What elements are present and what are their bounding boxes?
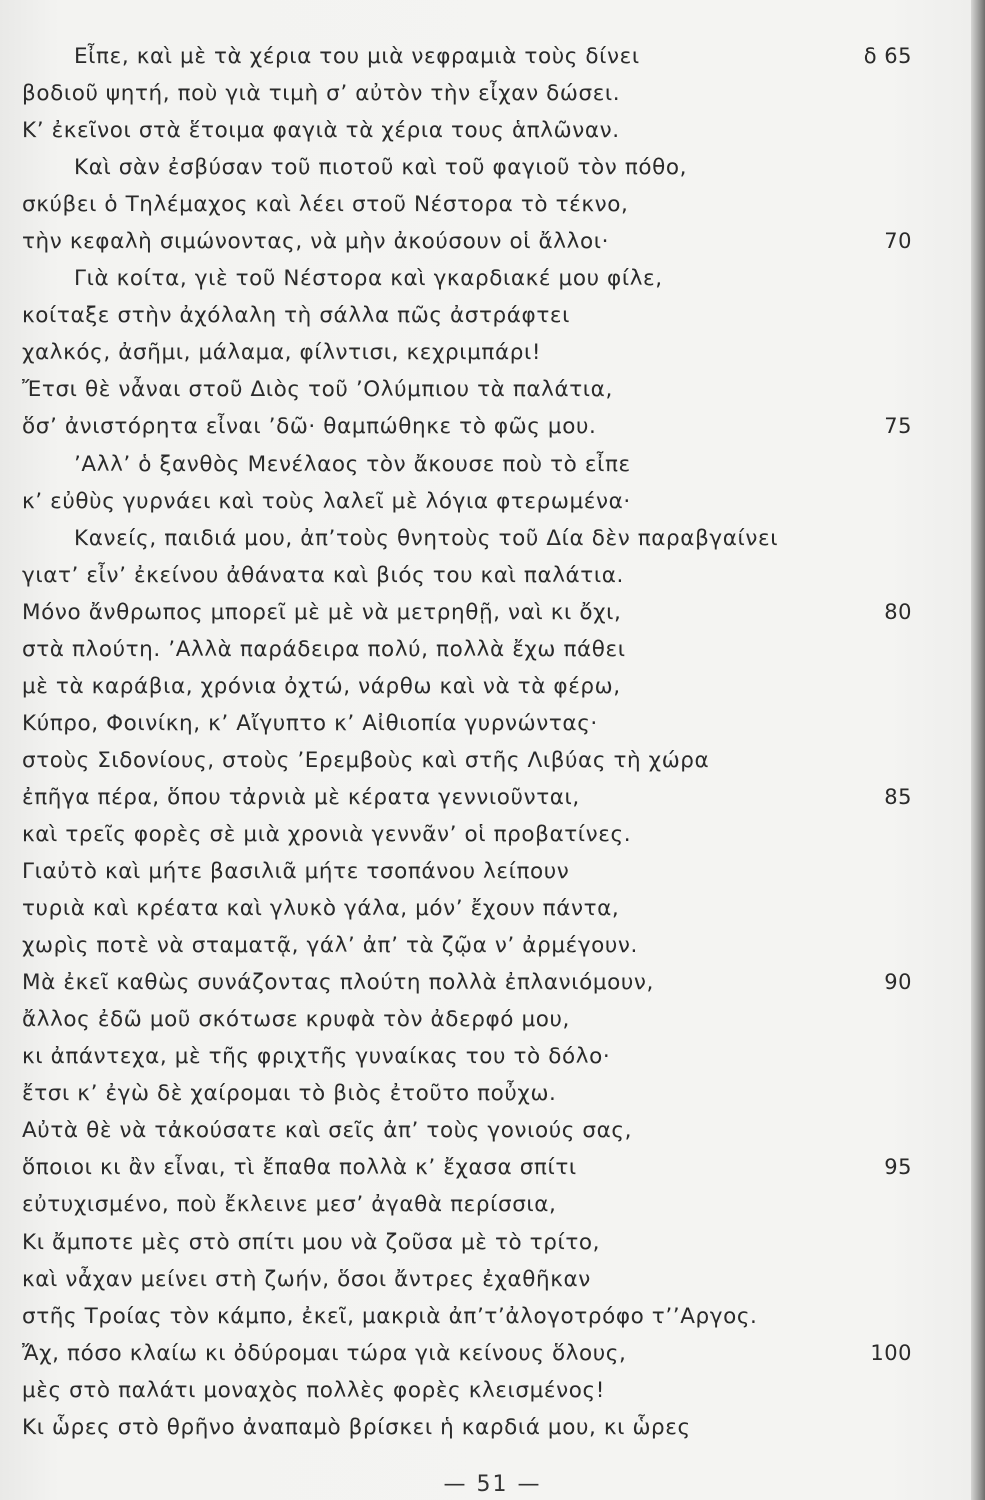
verse-line — [22, 1038, 912, 1075]
verse-text: στοὺς Σιδονίους, στοὺς ’Ερεμβοὺς καὶ στῆς Λιβύας τὴ χώρα — [22, 747, 710, 773]
verse-line — [22, 1186, 912, 1223]
verse-text: εὐτυχισμένο, ποὺ ἔκλεινε μεσ’ ἀγαθὰ περίσσια, — [22, 1192, 557, 1218]
verse-line — [22, 520, 912, 557]
verse-line — [22, 446, 912, 483]
line-number: 90 — [884, 970, 912, 995]
verse-text: ἄλλος ἐδῶ μοῦ σκότωσε κρυφὰ τὸν ἀδερφό μου, — [22, 1007, 570, 1033]
verse-text: ὅποιοι κι ἂν εἶναι, τὶ ἔπαθα πολλὰ κ’ ἔχασα σπίτι — [22, 1155, 577, 1181]
verse-line — [22, 408, 912, 445]
verse-text: στὰ πλούτη. ’Αλλὰ παράδειρα πολύ, πολλὰ ἔχω πάθει — [22, 636, 626, 662]
verse-line — [22, 112, 912, 149]
line-number: 70 — [884, 229, 912, 254]
verse-text: σκύβει ὁ Τηλέμαχος καὶ λέει στοῦ Νέστορα τὸ τέκνο, — [22, 192, 629, 218]
verse-text: Μόνο ἄνθρωπος μπορεῖ μὲ μὲ νὰ μετρηθῇ, ναὶ κι ὄχι, — [22, 599, 622, 625]
verse-line — [22, 890, 912, 927]
verse-text: βοδιοῦ ψητή, ποὺ γιὰ τιμὴ σ’ αὐτὸν τὴν εἶχαν δώσει. — [22, 81, 621, 107]
page-number: — 51 — — [443, 1472, 542, 1497]
verse-line — [22, 631, 912, 668]
verse-text: Ἔτσι θὲ νἆναι στοῦ Διὸς τοῦ ’Ολύμπιου τὰ παλάτια, — [22, 377, 613, 403]
verse-text: κ’ εὐθὺς γυρνάει καὶ τοὺς λαλεῖ μὲ λόγια φτερωμένα· — [22, 488, 631, 514]
poem-text-block — [22, 38, 912, 1446]
verse-line — [22, 186, 912, 223]
verse-text: χαλκός, ἀσῆμι, μάλαμα, φίλντισι, κεχριμπάρι! — [22, 340, 542, 366]
verse-line — [22, 223, 912, 260]
verse-line — [22, 742, 912, 779]
page-edge-shadow — [971, 0, 985, 1500]
verse-line — [22, 594, 912, 631]
verse-line — [22, 557, 912, 594]
verse-text: Μὰ ἐκεῖ καθὼς συνάζοντας πλούτη πολλὰ ἐπλανιόμουν, — [22, 970, 654, 996]
verse-line — [22, 816, 912, 853]
verse-text: μὲ τὰ καράβια, χρόνια ὀχτώ, νάρθω καὶ νὰ τὰ φέρω, — [22, 673, 621, 699]
verse-text: ἐπῆγα πέρα, ὅπου τἀρνιὰ μὲ κέρατα γεννιοῦνται, — [22, 784, 580, 810]
verse-line — [22, 1335, 912, 1372]
verse-line — [22, 1372, 912, 1409]
verse-text: ἔτσι κ’ ἐγὼ δὲ χαίρομαι τὸ βιὸς ἐτοῦτο ποὖχω. — [22, 1081, 557, 1107]
verse-text: καὶ νἆχαν μείνει στὴ ζωήν, ὅσοι ἄντρες ἐχαθῆκαν — [22, 1266, 591, 1292]
verse-text: Εἶπε, καὶ μὲ τὰ χέρια του μιὰ νεφραμιὰ τοὺς δίνει — [74, 44, 640, 69]
verse-text: Κι ὧρες στὸ θρῆνο ἀναπαμὸ βρίσκει ἡ καρδιά μου, κι ὧρες — [22, 1414, 691, 1440]
verse-line — [22, 1409, 912, 1446]
verse-text: ὅσ’ ἀνιστόρητα εἶναι ’δῶ· θαμπώθηκε τὸ φῶς μου. — [22, 414, 597, 440]
line-number: δ 65 — [863, 44, 912, 68]
verse-line — [22, 1075, 912, 1112]
line-number: 95 — [884, 1155, 912, 1180]
verse-text: Κ’ ἐκεῖνοι στὰ ἕτοιμα φαγιὰ τὰ χέρια τους ἁπλῶναν. — [22, 118, 620, 144]
verse-text: τὴν κεφαλὴ σιμώνοντας, νὰ μὴν ἀκούσουν οἱ ἄλλοι· — [22, 229, 610, 255]
verse-text: τυριὰ καὶ κρέατα καὶ γλυκὸ γάλα, μόν’ ἔχουν πάντα, — [22, 896, 620, 922]
verse-text: Κύπρο, Φοινίκη, κ’ Αἴγυπτο κ’ Αἰθιοπία γυρνώντας· — [22, 710, 598, 736]
verse-line — [22, 705, 912, 742]
verse-text: καὶ τρεῖς φορὲς σὲ μιὰ χρονιὰ γεννᾶν’ οἱ προβατίνες. — [22, 821, 632, 847]
verse-text: χωρὶς ποτὲ νὰ σταματᾷ, γάλ’ ἀπ’ τὰ ζῷα ν’ ἀρμέγουν. — [22, 933, 638, 959]
verse-text: ’Αλλ’ ὁ ξανθὸς Μενέλαος τὸν ἄκουσε ποὺ τὸ εἶπε — [74, 451, 631, 477]
verse-text: Ἄχ, πόσο κλαίω κι ὀδύρομαι τώρα γιὰ κείνους ὅλους, — [22, 1340, 627, 1366]
line-number: 75 — [884, 414, 912, 439]
verse-text: Γιαὐτὸ καὶ μήτε βασιλιᾶ μήτε τσοπάνου λείπουν — [22, 859, 570, 885]
verse-text: Αὐτὰ θὲ νὰ τἀκούσατε καὶ σεῖς ἀπ’ τοὺς γονιούς σας, — [22, 1118, 633, 1144]
verse-text: Γιὰ κοίτα, γιὲ τοῦ Νέστορα καὶ γκαρδιακέ μου φίλε, — [74, 266, 663, 292]
verse-line — [22, 334, 912, 371]
verse-line — [22, 1298, 912, 1335]
line-number: 85 — [884, 784, 912, 809]
verse-line — [22, 964, 912, 1001]
line-number: 80 — [884, 599, 912, 624]
verse-line — [22, 1224, 912, 1261]
verse-line — [22, 297, 912, 334]
verse-line — [22, 483, 912, 520]
verse-line — [22, 1261, 912, 1298]
verse-line — [22, 260, 912, 297]
verse-line — [22, 668, 912, 705]
verse-line — [22, 779, 912, 816]
verse-line — [22, 1112, 912, 1149]
verse-text: γιατ’ εἶν’ ἐκείνου ἀθάνατα καὶ βιός του καὶ παλάτια. — [22, 562, 624, 588]
verse-text: μὲς στὸ παλάτι μοναχὸς πολλὲς φορὲς κλεισμένος! — [22, 1377, 605, 1403]
verse-text: Κι ἄμποτε μὲς στὸ σπίτι μου νὰ ζοῦσα μὲ τὸ τρίτο, — [22, 1229, 601, 1255]
verse-line — [22, 38, 912, 75]
verse-line — [22, 1001, 912, 1038]
line-number: 100 — [870, 1340, 912, 1365]
verse-text: κι ἀπάντεχα, μὲ τῆς φριχτῆς γυναίκας του τὸ δόλο· — [22, 1044, 611, 1070]
verse-text: Καὶ σὰν ἐσβύσαν τοῦ πιοτοῦ καὶ τοῦ φαγιοῦ τὸν πόθο, — [74, 155, 688, 181]
verse-line — [22, 1149, 912, 1186]
verse-line — [22, 853, 912, 890]
verse-line — [22, 371, 912, 408]
verse-line — [22, 149, 912, 186]
verse-text: Κανείς, παιδιά μου, ἀπ’τοὺς θνητοὺς τοῦ Δία δὲν παραβγαίνει — [74, 525, 779, 551]
verse-line — [22, 927, 912, 964]
verse-text: στῆς Τροίας τὸν κάμπο, ἐκεῖ, μακριὰ ἀπ’τ’ἀλογοτρόφο τ’’Αργος. — [22, 1303, 758, 1329]
verse-text: κοίταξε στὴν ἀχόλαλη τὴ σάλλα πῶς ἀστράφτει — [22, 303, 570, 329]
verse-line — [22, 75, 912, 112]
